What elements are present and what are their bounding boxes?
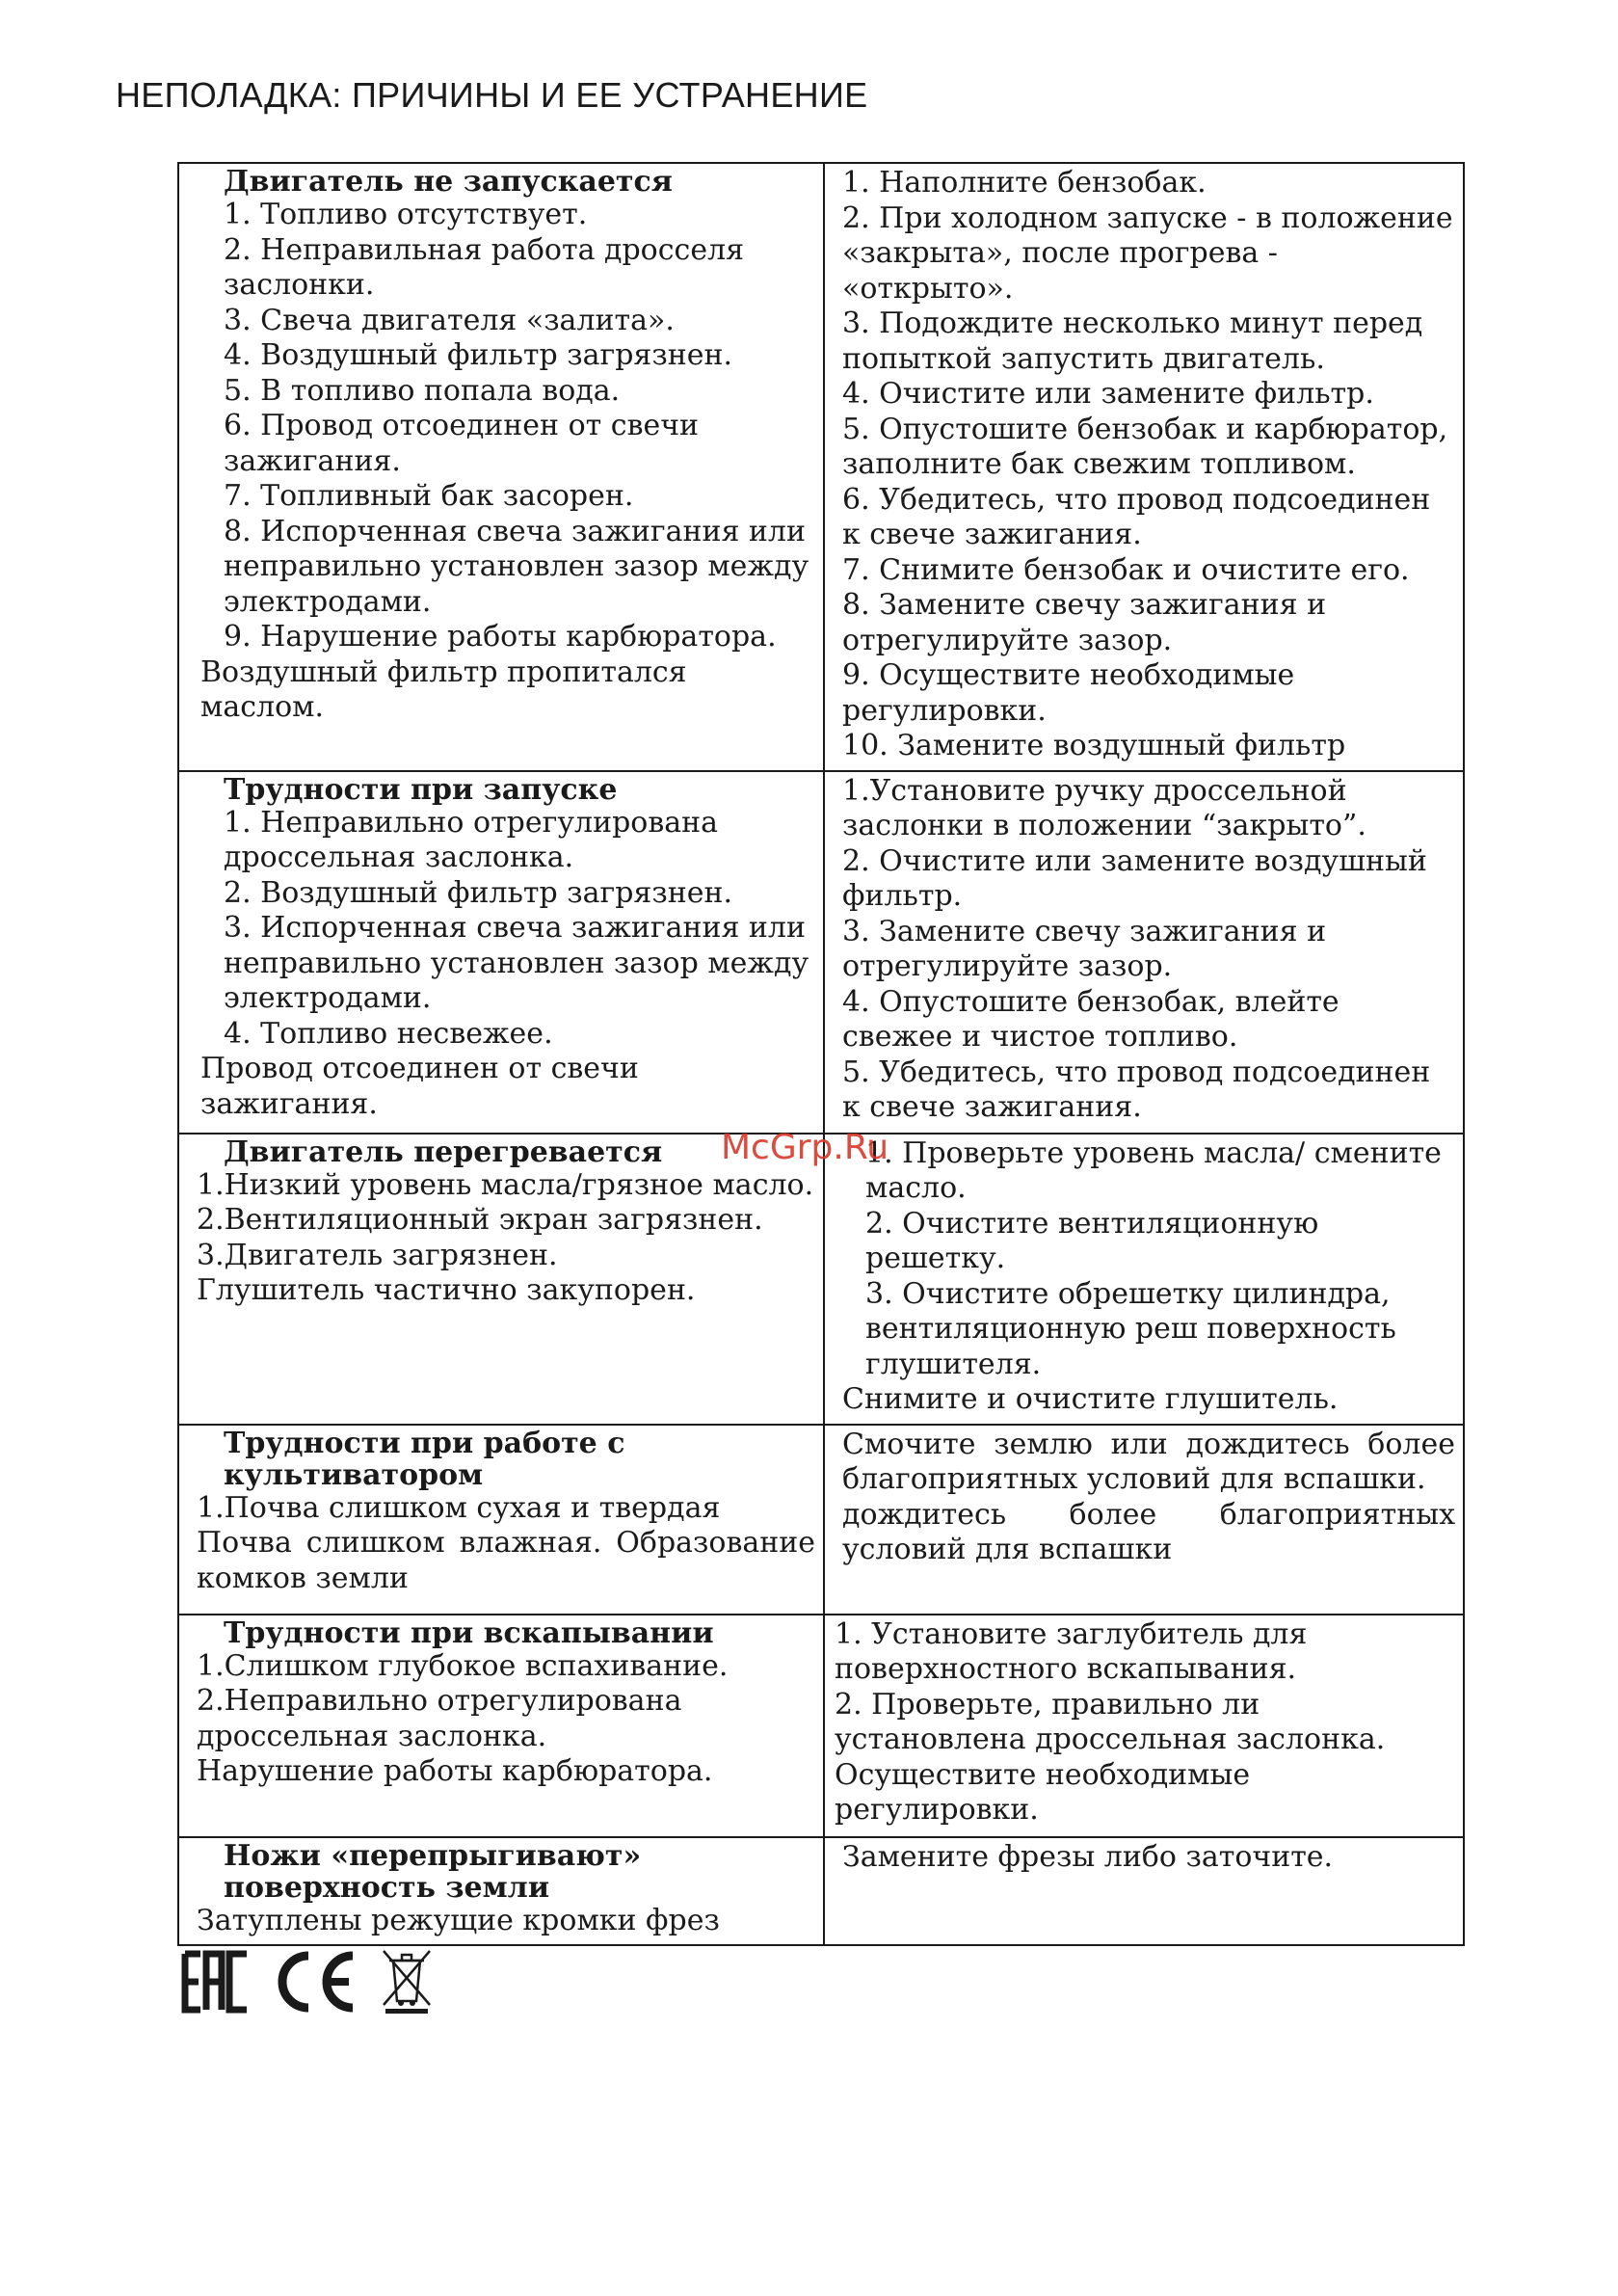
watermark: McGrp.Ru: [721, 1128, 889, 1167]
cause-item: 3.Двигатель загрязнен.: [197, 1238, 558, 1272]
troubleshooting-table: [177, 162, 1465, 1946]
problem-cell: [178, 1615, 824, 1837]
cause-item: Воздушный фильтр пропитался маслом.: [200, 654, 697, 724]
ce-mark: [272, 1950, 357, 2014]
certification-marks: [181, 1947, 436, 2016]
solution-item: 3. Подождите несколько минут перед попыткой запустить двигатель.: [842, 307, 1432, 376]
cause-item: 1. Топливо отсутствует.: [224, 198, 588, 231]
problem-cell: [178, 163, 824, 771]
solution-item: 10. Замените воздушный фильтр: [842, 729, 1346, 762]
table-row: [178, 1615, 1464, 1837]
solution-item: 9. Осуществите необходимые регулировки.: [842, 658, 1304, 728]
table-row: [178, 1134, 1464, 1425]
solution-item: 4. Опустошите бензобак, влейте свежее и чистое топливо.: [842, 984, 1349, 1054]
cause-item: Провод отсоединен от свечи зажигания.: [200, 1052, 649, 1121]
cause-item: 1.Почва слишком сухая и твердая: [197, 1490, 721, 1525]
cause-item: 1. Неправильно отрегулирована дроссельная заслонка.: [224, 805, 728, 874]
solution-item: 2. При холодном запуске - в положение «закрыта», после прогрева - «открыто».: [842, 200, 1463, 306]
problem-cell: [178, 771, 824, 1134]
cause-item: 2. Воздушный фильтр загрязнен.: [224, 875, 732, 910]
cause-item: Нарушение работы карбюратора.: [197, 1754, 713, 1788]
solution-item: Замените фрезы либо заточите.: [842, 1839, 1334, 1874]
cause-item: 3. Свеча двигателя «залита».: [224, 303, 675, 337]
table-row: [178, 771, 1464, 1134]
cause-item: 1.Низкий уровень масла/грязное масло.: [197, 1167, 814, 1202]
problem-heading: Двигатель не запускается: [224, 165, 673, 199]
solution-item: 7. Снимите бензобак и очистите его.: [842, 552, 1410, 587]
table-row: [178, 163, 1464, 771]
page-title: НЕПОЛАДКА: ПРИЧИНЫ И ЕЕ УСТРАНЕНИЕ: [116, 75, 868, 115]
cause-item: 5. В топливо попала вода.: [224, 373, 621, 408]
solution-item: 1.Установите ручку дроссельной заслонки в положении “закрыто”.: [842, 773, 1366, 842]
cause-item: 6. Провод отсоединен от свечи зажигания.: [224, 409, 708, 478]
solution-cell: [824, 1134, 1464, 1425]
solution-item: 2. Проверьте, правильно ли установлена дроссельная заслонка.: [835, 1687, 1386, 1756]
cause-item: 2. Неправильная работа дросселя заслонки.: [224, 232, 754, 302]
problem-cell: [178, 1134, 824, 1425]
solution-item: 6. Убедитесь, что провод подсоединен к свече зажигания.: [842, 482, 1440, 551]
solution-item: Осуществите необходимые регулировки.: [835, 1757, 1260, 1827]
solution-item: 2. Очистите вентиляционную решетку.: [865, 1206, 1328, 1275]
eac-mark: [181, 1950, 251, 2014]
cause-item: 4. Воздушный фильтр загрязнен.: [224, 338, 732, 372]
table-row: [178, 1425, 1464, 1615]
cause-item: 4. Топливо несвежее.: [224, 1016, 553, 1051]
solution-item: 8. Замените свечу зажигания и отрегулируйте зазор.: [842, 588, 1336, 657]
solution-item: 4. Очистите или замените фильтр.: [842, 377, 1374, 411]
cause-item: Глушитель частично закупорен.: [197, 1273, 696, 1307]
cause-item: 1.Слишком глубокое вспахивание.: [197, 1648, 729, 1683]
cause-item: Почва слишком влажная. Образование комков земли: [197, 1526, 825, 1595]
solution-item: Снимите и очистите глушитель.: [842, 1382, 1339, 1416]
cause-item: 3. Испорченная свеча зажигания или неправильно установлен зазор между электродами.: [224, 911, 818, 1015]
problem-heading: Двигатель перегревается: [224, 1135, 663, 1169]
solution-item: 3. Очистите обрешетку цилиндра, вентиляционную реш поверхность глушителя.: [865, 1276, 1406, 1381]
solution-item: Смочите землю или дождитесь более благоприятных условий для вспашки.: [842, 1427, 1465, 1496]
solution-cell: [824, 1615, 1464, 1837]
table-row: [178, 1837, 1464, 1946]
solution-item: 1. Наполните бензобак.: [842, 166, 1207, 200]
solution-item: дождитесь более благоприятных условий для вспашки: [842, 1497, 1465, 1566]
solution-cell: [824, 771, 1464, 1134]
cause-item: 7. Топливный бак засорен.: [224, 479, 634, 513]
solution-item: 1. Проверьте уровень масла/ смените масло.: [865, 1135, 1451, 1205]
cause-item: 2.Вентиляционный экран загрязнен.: [197, 1203, 763, 1237]
solution-item: 5. Убедитесь, что провод подсоединен к свече зажигания.: [842, 1055, 1440, 1124]
solution-cell: [824, 163, 1464, 771]
cause-item: 8. Испорченная свеча зажигания или неправильно установлен зазор между электродами.: [224, 514, 818, 619]
cause-item: 2.Неправильно отрегулирована дроссельная заслонка.: [197, 1684, 691, 1753]
solution-item: 3. Замените свечу зажигания и отрегулируйте зазор.: [842, 914, 1336, 983]
problem-heading: Трудности при запуске: [224, 772, 618, 807]
problem-heading: Трудности при работе с культиватором: [224, 1426, 635, 1492]
problem-cell: [178, 1425, 824, 1615]
problem-heading: Ножи «перепрыгивают» поверхность земли: [224, 1838, 651, 1905]
weee-bin-icon: [378, 1947, 436, 2016]
solution-item: 2. Очистите или замените воздушный фильтр.: [842, 843, 1437, 913]
solution-item: 5. Опустошите бензобак и карбюратор, заполните бак свежим топливом.: [842, 412, 1457, 481]
problem-heading: Трудности при вскапывании: [224, 1615, 714, 1650]
problem-cell: [178, 1837, 824, 1946]
cause-item: Затуплены режущие кромки фрез: [197, 1903, 720, 1937]
solution-cell: [824, 1425, 1464, 1615]
cause-item: 9. Нарушение работы карбюратора.: [224, 620, 777, 654]
solution-item: 1. Установите заглубитель для поверхностного вскапывания.: [835, 1616, 1316, 1686]
solution-cell: [824, 1837, 1464, 1946]
